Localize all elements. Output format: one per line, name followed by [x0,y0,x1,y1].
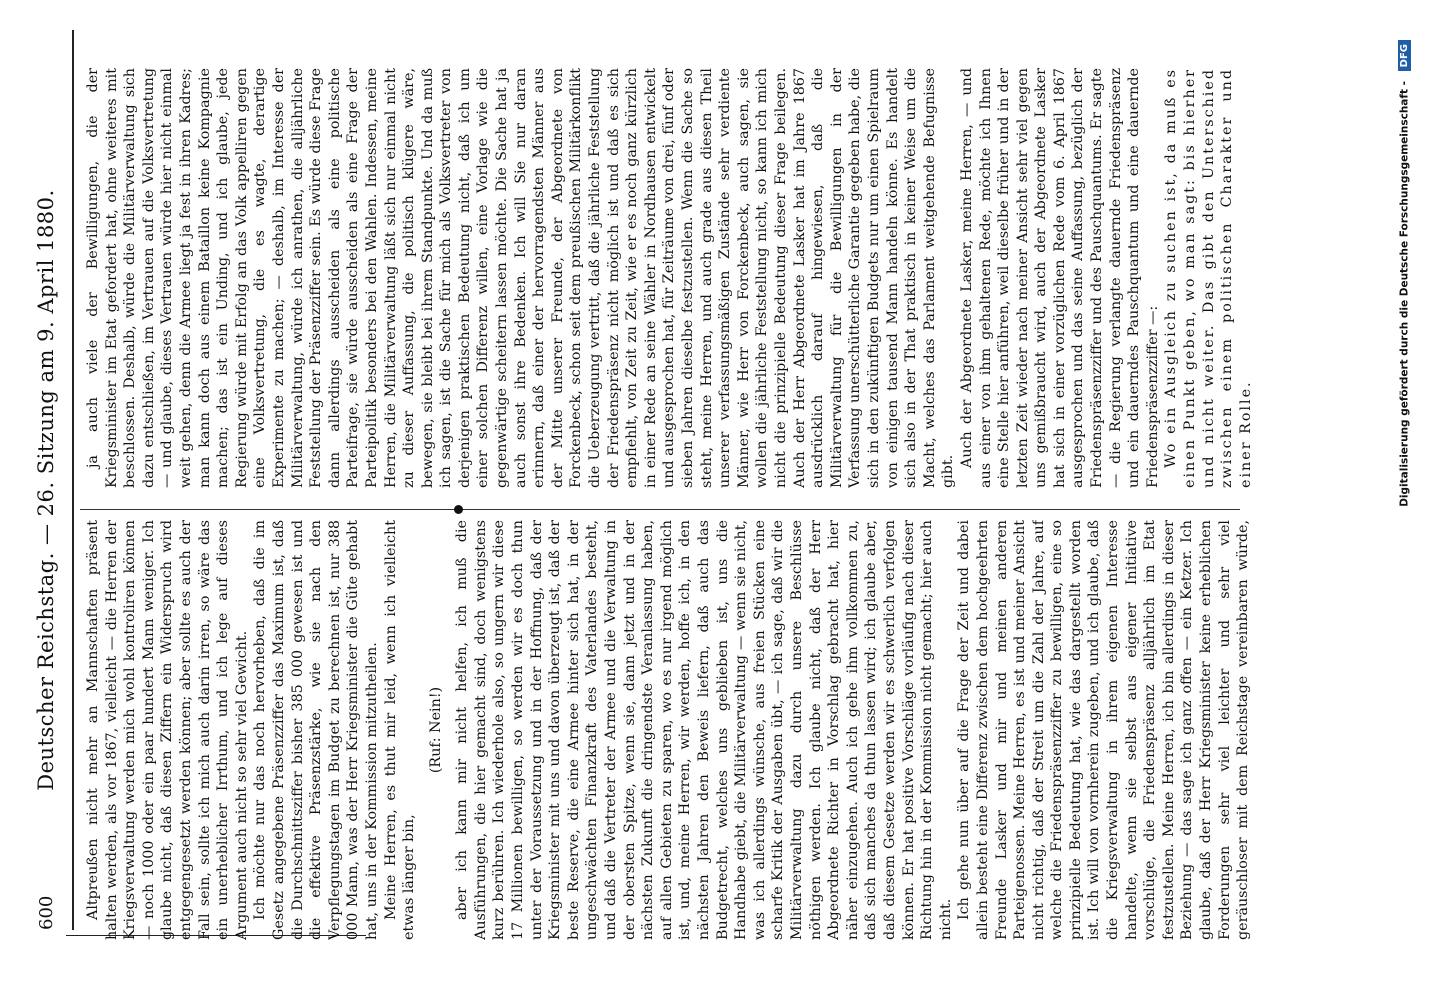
divider-mark [454,505,463,514]
paragraph: Ich gehe nun über auf die Frage der Zeit und dabei allein besteht eine Differenz zwischen dem hochgeehrten Freunde Lasker und mir und meinen anderen Parteigenossen. Meine Herren, es ist und meiner Ansicht nicht richtig, daß der Streit um die Zahl der Jahre, auf welche die Friedenspräsenzziffer zu bewilligen, eine so prinzipielle Bedeutung hat, wie das dargestellt worden ist. Ich will von vornherein zugeben, und ich glaube, daß die Kriegsverwaltung in ihrem eigenen Interesse handelte, wenn sie selbst aus eigener Initiative vorschlüge, die Friedenspräsenz alljährlich im Etat festzustellen. Meine Herren, ich bin allerdings in dieser Beziehung — das sage ich ganz offen — ein Ketzer. Ich glaube, daß der Herr Kriegsminister keine erheblichen Forderungen sehr viel leichter und sehr viel geräuschloser mit dem Reichstage vereinbaren würde, [956,520,1252,940]
paragraph: Altpreußen nicht mehr an Mannschaften präsent halten werden, als vor 1867, vielleicht — die Herren der Kriegsverwaltung werden mich wohl kontroliren können — noch 1000 oder ein paar hundert Mann weniger. Ich glaube nicht, daß diesen Ziffern ein Widerspruch wird entgegengesetzt werden können; aber sollte es auch der Fall sein, sollte ich mich auch darin irren, so wäre das ein unerheblicher Irrthum, und ich lege auf dieses Argument auch nicht so sehr viel Gewicht. [85,520,250,940]
running-head: Deutscher Reichstag. — 26. Sitzung am 9. April 1880. [34,189,58,791]
digitization-note [1398,40,1418,940]
paragraph: aber ich kann mir nicht helfen, ich muß die Ausführungen, die hier gemacht sind, doch wenigstens kurz berühren. Ich wiederhole also, so ungern wir diese 17 Millionen bewilligen, so werden wir es doch thun unter der Voraussetzung und in der Hoffnung, daß der Kriegsminister mit uns und davon überzeugt ist, daß der beste Reserve, die eine Armee hinter sich hat, in der ungeschwächten Finanzkraft des Vaterlandes besteht, und daß die Vertreter der Armee und die Verwaltung in der obersten Spitze, wenn sie, dann jetzt und in der nächsten Zukunft die dringendste Veranlassung haben, auf allen Gebieten zu sparen, wo es nur irgend möglich ist, und, meine Herren, wir werden, hoffe ich, in den nächsten Jahren den Beweis liefern, daß auch das Budgetrecht, welches uns geblieben ist, uns die Handhabe giebt, die Militärverwaltung — wenn sie nicht, was ich allerdings wünsche, aus freien Stücken eine scharfe Kritik der Ausgaben übt, — ich sage, daß wir die Militärverwaltung dazu durch unsere Beschlüsse nöthigen werden. Ich glaube nicht, daß der Herr Abgeordnete Richter in Vorschlag gebracht hat, hier näher einzugehen. Auch ich gehe ihm vollkommen zu, daß sich manches da thun lassen wird; ich glaube aber, daß diesem Gesetze werden wir es schwerlich verfolgen können. Er hat positive Vorschläge vorläufig nach dieser Richtung hin in der Kommission nicht gemacht; hier auch nicht. [454,520,954,940]
dfg-logo: DFG [1398,40,1411,71]
paragraph: Ich möchte nur das noch hervorheben, daß die im Gesetz angegebene Präsenzziffer das Maximum ist, daß die Durchschnittsziffer bisher 385 000 gewesen ist und die effektive Präsenzstärke, wie sie nach den Verpflegungstagen im Budget zu berechnen ist, nur 388 000 Mann, was der Herr Kriegsminister die Güte gehabt hat, uns in der Kommission mitzutheilen. [252,520,380,940]
page-number: 600 [36,895,57,930]
paragraph: ja auch viele der Bewilligungen, die der Kriegsminister im Etat gefordert hat, ohne weiteres mit beschlossen. Deshalb, würde die Militärverwaltung sich dazu entschließen, im Vertrauen auf die Volksvertretung — und glaube, dieses Vertrauen würde hier nicht einmal weit gehen, denn die Armee liegt ja fest in ihren Kadres; man kann doch aus einem Bataillon keine Kompagnie machen; das ist ein Unding, und ich glaube, jede Regierung würde mit Erfolg an das Volk appelliren gegen eine Volksvertretung, die es wagte, derartige Experimente zu machen; — deshalb, im Interesse der Militärverwaltung, würde ich anrathen, die alljährliche Feststellung der Präsenzziffer sein. Es würde diese Frage dann allerdings ausscheiden als eine politische Parteifrage, sie würde ausscheiden als eine Frage der Parteipolitik besonders bei den Wahlen. Indessen, meine Herren, die Militärverwaltung läßt sich nur einmal nicht zu dieser Auffassung, die politisch klügere wäre, bewegen, sie bleibt bei ihrem Standpunkte. Und da muß ich sagen, ist die Sache für mich als Volksvertreter von derjenigen praktischen Bedeutung nicht, daß ich um einer solchen Differenz willen, eine Vorlage wie die gegenwärtige scheitern lassen möchte. Die Sache hat ja auch sonst ihre Bedenken. Ich will Sie nur daran erinnern, daß einer der hervorragendsten Männer aus der Mitte unserer Freunde, der Abgeordnete von Forckenbeck, schon seit dem preußischen Militärkonflikt die Ueberzeugung vertritt, daß die jährliche Feststellung der Friedenspräsenz nicht möglich ist und daß es sich empfiehlt, von Zeit zu Zeit, wie er es noch ganz kürzlich in einer Rede an seine Wähler in Nordhausen entwickelt und ausgesprochen hat, für Zeiträume von drei, fünf oder sieben Jahren dieselbe festzustellen. Wenn die Sache so steht, meine Herren, und auch grade aus diesen Theil unserer verfassungsmäßigen Zustände sehr verdiente Männer, wie Herr von Forckenbeck, auch sagen, sie wollen die jährliche Feststellung nicht, so kann ich mich nicht die prinzipielle Bedeutung dieser Frage beilegen. Auch der Herr Abgeordnete Lasker hat im Jahre 1867 ausdrücklich darauf hingewiesen, daß die Militärverwaltung für die Bewilligungen in der Verfassung unerschütterliche Garantie gegeben habe, die sich in den zukünftigen Budgets nur um einen Spielraum von einigen tausend Mann handeln könne. Es handelt sich also in der That praktisch in keiner Weise um die Macht, welches das Parlament weitgehende Befugnisse gibt. [85,68,957,488]
column-divider [80,509,1240,510]
digitization-text: Digitalisierung gefördert durch die Deutsche Forschungsgemeinschaft - [1398,81,1411,507]
interjection: (Ruf: Nein!) [427,686,444,774]
header-rule [72,30,74,930]
quotation: Wo ein Ausgleich zu suchen ist, da muß es einen Punkt geben, wo man sagt: bis hierher und nicht weiter. Das gibt den Unterschied zwischen einem politischen Charakter und einer Rolle. [1163,68,1254,488]
paragraph: Auch der Abgeordnete Lasker, meine Herren, — und aus einer von ihm gehaltenen Rede, möchte ich Ihnen eine Stelle hier anführen, weil dieselbe früher und in der letzten Zeit wieder nach meiner Ansicht sehr viel gegen uns gemißbraucht wird, auch der Abgeordnete Lasker hat sich in einer vorzüglichen Rede vom 6. April 1867 ausgesprochen und das seine Auffassung, bezüglich der Friedenspräsenzziffer und des Pauschquantums. Er sagte — die Regierung verlangte dauernde Friedenspräsenz und ein dauerndes Pauschquantum und eine dauernde Friedenspräsenzziffer —: [958,68,1161,488]
left-column [84,520,1254,940]
paragraph: Meine Herren, es thut mir leid, wenn ich vielleicht etwas länger bin, [382,520,418,940]
right-column [84,68,1254,488]
page-header [32,50,68,930]
